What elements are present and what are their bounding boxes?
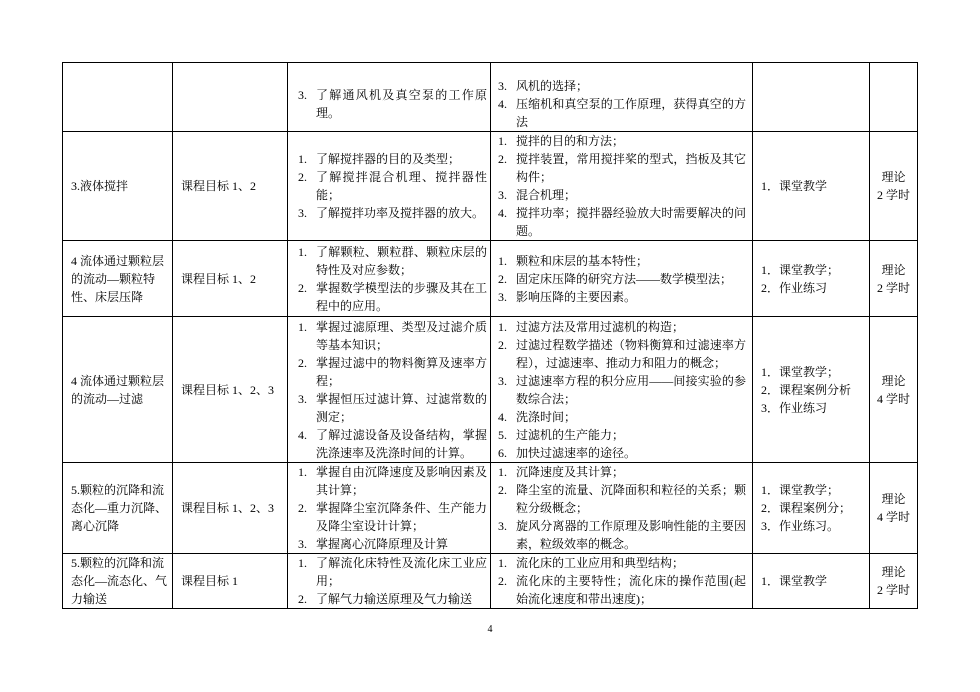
requirements-cell [288, 554, 491, 609]
item-number: 3. [298, 88, 307, 102]
content-item [491, 408, 752, 426]
requirements-cell [288, 132, 491, 241]
table-row [63, 463, 918, 554]
objective-cell: 课程目标 1 [173, 554, 288, 609]
objective-cell [173, 63, 288, 132]
item-text: 加快过滤速率的途径。 [516, 445, 637, 460]
hours-cell [870, 554, 918, 609]
method-item: 2．课程案例分； [761, 501, 852, 515]
item-text: 掌握离心沉降原理及计算 [316, 537, 449, 551]
item-number: 3. [498, 188, 507, 202]
chapter-cell: 3.液体搅拌 [63, 132, 173, 241]
content-item [491, 318, 752, 336]
item-number: 4. [298, 427, 307, 442]
item-text: 流化床的主要特性；流化床的操作范围(起始流化速度和带出速度)； [516, 574, 746, 606]
item-text: 搅拌装置，常用搅拌桨的型式，挡板及其它构件； [516, 152, 746, 184]
item-number: 3. [298, 391, 307, 406]
item-text: 搅拌功率；搅拌器经验放大时需要解决的问题。 [516, 206, 746, 238]
content-item [491, 426, 752, 444]
item-text: 过滤机的生产能力； [516, 427, 625, 442]
item-number: 1. [498, 556, 507, 570]
item-text: 掌握恒压过滤计算、过滤常数的测定； [316, 391, 487, 424]
content-item [491, 554, 752, 572]
item-text: 沉降速度及其计算； [516, 465, 625, 479]
item-number: 4. [498, 206, 507, 220]
item-number: 2. [498, 337, 507, 352]
requirements-cell [288, 463, 491, 554]
item-number: 1. [498, 465, 507, 479]
content-item [491, 270, 752, 288]
method-item: 3．作业练习。 [761, 519, 840, 533]
item-text: 混合机理； [516, 188, 577, 202]
hours-cell [870, 241, 918, 317]
content-item [491, 252, 752, 270]
item-number: 4. [498, 409, 507, 424]
syllabus-table [62, 62, 918, 609]
item-number: 2. [498, 272, 507, 286]
item-text: 降尘室的流量、沉降面积和粒径的关系；颗粒分级概念； [516, 483, 746, 515]
content-cell [491, 241, 753, 317]
content-item [491, 288, 752, 306]
requirements-cell [288, 317, 491, 463]
objective-cell: 课程目标 1、2、3 [173, 317, 288, 463]
method-item: 1．课堂教学 [761, 574, 828, 588]
chapter-cell: 4 流体通过颗粒层的流动—过滤 [63, 317, 173, 463]
requirement-item [288, 86, 490, 122]
methods-cell [753, 463, 870, 554]
requirements-cell [288, 63, 491, 132]
item-text: 风机的选择； [516, 79, 589, 93]
methods-cell [753, 241, 870, 317]
requirement-item [288, 150, 490, 168]
item-number: 1. [298, 556, 307, 570]
item-text: 掌握数学模型法的步骤及其在工程中的应用。 [316, 280, 487, 313]
item-text: 固定床压降的研究方法——数学模型法； [516, 272, 733, 286]
item-text: 了解搅拌器的目的及类型； [316, 152, 461, 166]
content-item [491, 77, 752, 95]
item-text: 掌握降尘室沉降条件、生产能力及降尘室设计计算； [316, 501, 487, 533]
item-number: 2. [498, 574, 507, 588]
requirement-item [288, 204, 490, 222]
item-text: 颗粒和床层的基本特性； [516, 254, 649, 268]
hours-cell [870, 132, 918, 241]
hours-cell [870, 317, 918, 463]
item-number: 2. [298, 501, 307, 515]
chapter-cell [63, 63, 173, 132]
hours-cell [870, 63, 918, 132]
method-item: 1．课堂教学； [761, 483, 840, 497]
method-item: 1．课堂教学； [761, 364, 840, 379]
requirement-item [288, 243, 490, 279]
requirement-item [288, 554, 490, 590]
table-row [63, 554, 918, 609]
methods-cell [753, 63, 870, 132]
requirement-item [288, 535, 490, 553]
hours-type: 理论 [881, 492, 906, 506]
item-number: 1. [298, 465, 307, 479]
hours-amount: 2 学时 [876, 188, 910, 202]
requirement-item [288, 168, 490, 204]
item-number: 2. [498, 152, 507, 166]
item-number: 2. [298, 592, 307, 606]
content-cell [491, 463, 753, 554]
methods-cell [753, 317, 870, 463]
requirement-item [288, 499, 490, 535]
method-item: 2．作业练习 [761, 280, 828, 295]
methods-cell [753, 132, 870, 241]
requirement-item [288, 426, 490, 462]
item-number: 2. [298, 280, 307, 295]
content-item [491, 517, 752, 553]
item-number: 3. [498, 519, 507, 533]
chapter-cell: 5.颗粒的沉降和流态化—重力沉降、离心沉降 [63, 463, 173, 554]
requirement-item [288, 463, 490, 499]
item-number: 1. [298, 152, 307, 166]
item-number: 2. [298, 355, 307, 370]
requirement-item [288, 354, 490, 390]
item-number: 3. [298, 206, 307, 220]
table-row [63, 63, 918, 132]
item-text: 掌握过滤原理、类型及过滤介质等基本知识； [316, 319, 487, 352]
table-row [63, 241, 918, 317]
requirement-item [288, 390, 490, 426]
hours-amount: 2 学时 [876, 583, 910, 597]
method-item: 1．课堂教学 [761, 179, 828, 193]
objective-cell: 课程目标 1、2、3 [173, 463, 288, 554]
table-row [63, 132, 918, 241]
item-text: 了解过滤设备及设备结构，掌握洗涤速率及洗涤时间的计算。 [316, 427, 487, 460]
item-text: 洗涤时间； [516, 409, 577, 424]
item-number: 2. [298, 170, 307, 184]
content-item [491, 186, 752, 204]
item-text: 了解气力输送原理及气力输送 [316, 592, 473, 606]
item-text: 搅拌的目的和方法； [516, 134, 625, 148]
chapter-cell: 4 流体通过颗粒层的流动—颗粒特性、床层压降 [63, 241, 173, 317]
objective-cell: 课程目标 1、2 [173, 241, 288, 317]
requirement-item [288, 318, 490, 354]
item-text: 了解搅拌混合机理、搅拌器性能； [316, 170, 487, 202]
item-text: 过滤方法及常用过滤机的构造； [516, 319, 685, 334]
hours-type: 理论 [881, 373, 906, 388]
hours-cell [870, 463, 918, 554]
content-item [491, 336, 752, 372]
item-number: 2. [498, 483, 507, 497]
item-number: 1. [498, 319, 507, 334]
item-number: 1. [498, 254, 507, 268]
item-number: 3. [498, 373, 507, 388]
item-number: 3. [498, 290, 507, 304]
item-number: 1. [298, 244, 307, 259]
page-number: 4 [487, 624, 493, 635]
hours-type: 理论 [881, 565, 906, 579]
method-item: 1．课堂教学； [761, 262, 840, 277]
requirement-item [288, 590, 490, 608]
item-text: 掌握自由沉降速度及影响因素及其计算； [316, 465, 487, 497]
item-text: 了解颗粒、颗粒群、颗粒床层的特性及对应参数； [316, 244, 487, 277]
item-text: 过滤速率方程的积分应用——间接实验的参数综合法； [516, 373, 746, 406]
chapter-cell: 5.颗粒的沉降和流态化—流态化、气力输送 [63, 554, 173, 609]
item-text: 流化床的工业应用和典型结构； [516, 556, 685, 570]
content-cell [491, 317, 753, 463]
hours-amount: 2 学时 [876, 280, 910, 295]
hours-type: 理论 [881, 170, 906, 184]
objective-cell: 课程目标 1、2 [173, 132, 288, 241]
item-number: 1. [498, 134, 507, 148]
content-item [491, 481, 752, 517]
item-number: 3. [498, 79, 507, 93]
content-item [491, 204, 752, 240]
item-number: 3. [298, 537, 307, 551]
item-text: 了解通风机及真空泵的工作原理。 [316, 88, 487, 120]
item-text: 了解流化床特性及流化床工业应用； [316, 556, 487, 588]
hours-amount: 4 学时 [876, 391, 910, 406]
item-text: 过滤过程数学描述（物料衡算和过滤速率方程），过滤速率、推动力和阻力的概念； [516, 337, 746, 370]
content-item [491, 95, 752, 131]
content-item [491, 572, 752, 608]
content-item [491, 444, 752, 462]
item-text: 掌握过滤中的物料衡算及速率方程； [316, 355, 487, 388]
item-text: 影响压降的主要因素。 [516, 290, 637, 304]
methods-cell [753, 554, 870, 609]
item-number: 1. [298, 319, 307, 334]
item-text: 压缩机和真空泵的工作原理，获得真空的方法 [516, 97, 746, 129]
content-item [491, 463, 752, 481]
item-text: 旋风分离器的工作原理及影响性能的主要因素，粒级效率的概念。 [516, 519, 746, 551]
method-item: 3．作业练习 [761, 400, 828, 415]
requirements-cell [288, 241, 491, 317]
content-item [491, 132, 752, 150]
method-item: 2．课程案例分析 [761, 382, 852, 397]
item-number: 5. [498, 427, 507, 442]
content-cell [491, 132, 753, 241]
content-item [491, 150, 752, 186]
content-cell [491, 63, 753, 132]
item-number: 6. [498, 445, 507, 460]
requirement-item [288, 279, 490, 315]
table-row [63, 317, 918, 463]
item-text: 了解搅拌功率及搅拌器的放大。 [316, 206, 485, 220]
content-cell [491, 554, 753, 609]
item-number: 4. [498, 97, 507, 111]
content-item [491, 372, 752, 408]
hours-type: 理论 [881, 262, 906, 277]
hours-amount: 4 学时 [876, 510, 910, 524]
